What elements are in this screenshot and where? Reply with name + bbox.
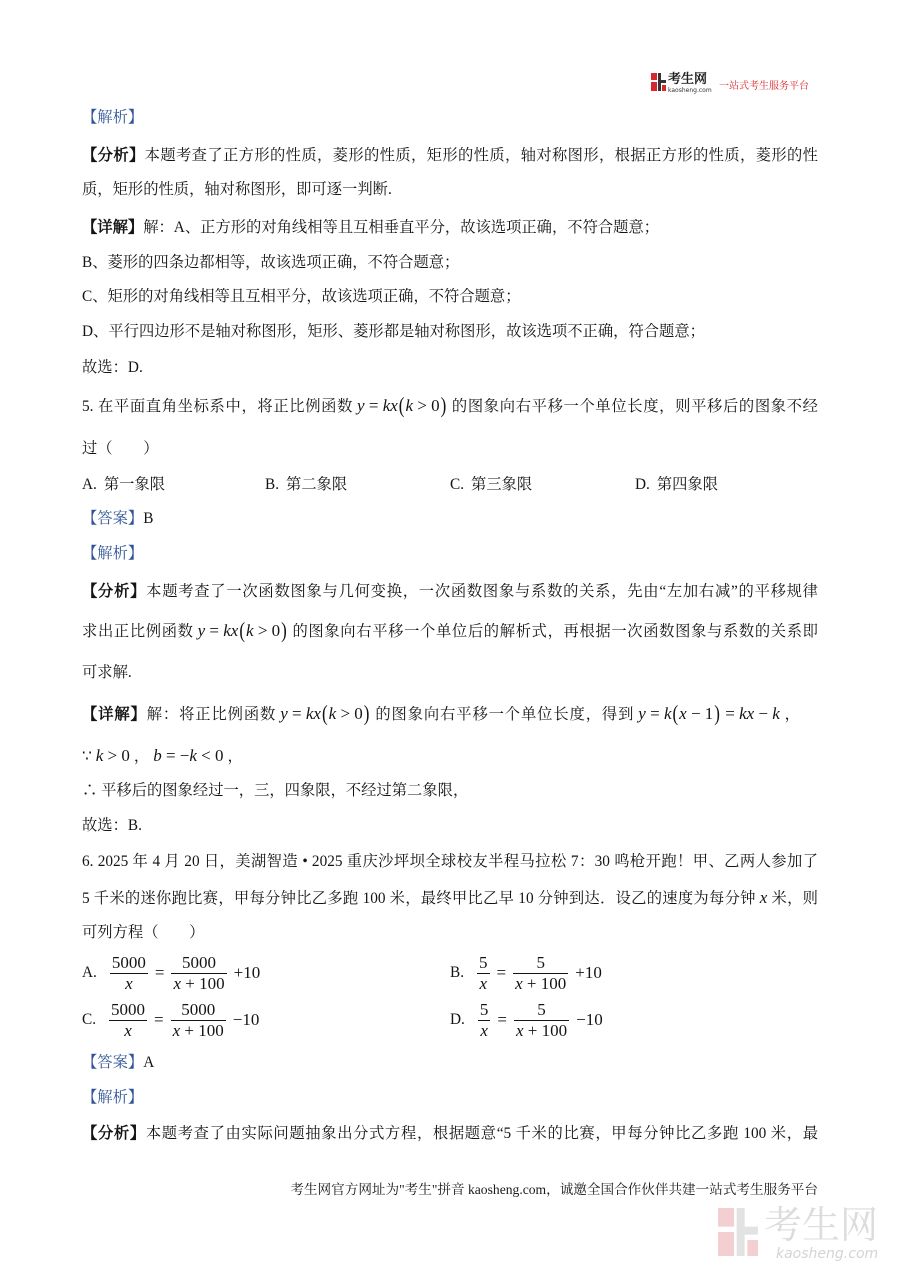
q5-answer-tag: 【答案】 (82, 510, 144, 527)
q4-line-b: B、菱形的四条边都相等，故该选项正确，不符合题意； (82, 254, 460, 271)
q5-xiangjie-text-c: ， (783, 706, 800, 723)
q5-xiangjie-text-b: 的图象向右平移一个单位长度，得到 (374, 706, 635, 723)
q4-line-c: C、矩形的对角线相等且互相平分，故该选项正确，不符合题意； (82, 288, 521, 305)
q5-answer-line (82, 508, 818, 530)
q6-stem-line-3: 可列方程（ ） (82, 924, 205, 941)
q5-because-end: ， (227, 748, 243, 765)
q5-option-d-text: 第四象限 (656, 476, 719, 493)
q6-option-b-rhs-fraction (513, 953, 568, 994)
q6-option-d-tail: −10 (576, 1010, 603, 1029)
q5-option-c (450, 474, 532, 496)
q6-option-d-rhs-fraction (514, 1000, 569, 1041)
q5-xiangjie-text-a: 解：将正比例函数 (146, 706, 277, 723)
q6-stem-text-2b: 米，则 (771, 890, 818, 907)
q5-fenxi-math: y = kx(k > 0) (197, 617, 287, 643)
q5-stem-line-2: 过（ ） (82, 440, 159, 457)
q6-answer-tag: 【答案】 (82, 1054, 144, 1071)
q6-option-c-rhs-fraction (171, 1000, 226, 1041)
q4-xiangjie-text-1: 解：A、正方形的对角线相等且互相垂直平分，故该选项正确，不符合题意； (143, 219, 660, 236)
q6-option-c-lhs-fraction (109, 1000, 147, 1041)
q5-because-math-1: k > 0 (95, 746, 130, 765)
q6-option-b (450, 950, 606, 996)
q6-option-a-lhs-fraction (110, 953, 148, 994)
q6-options-row-2 (0, 997, 900, 1043)
q4-choice: 故选：D. (82, 359, 143, 376)
fraction-denominator: x + 100 (515, 1020, 568, 1040)
header-logo (651, 73, 821, 95)
q5-option-a-text: 第一象限 (103, 476, 166, 493)
q5-option-b-text: 第二象限 (286, 476, 348, 493)
q6-option-d-label: D. (450, 1011, 465, 1028)
q6-option-b-lhs-fraction (477, 953, 490, 994)
q6-answer-line (82, 1052, 818, 1074)
fraction-numerator: 5000 (111, 952, 146, 972)
fraction-numerator: 5 (479, 999, 489, 1019)
q6-option-a-tail: +10 (233, 963, 261, 982)
q4-jiexi-tag: 【解析】 (82, 109, 144, 126)
q6-jiexi-tag: 【解析】 (82, 1089, 144, 1106)
header-slogan: 一站式考生服务平台 (719, 81, 809, 92)
watermark-brand: 考生网 (764, 1203, 879, 1247)
fraction-numerator: 5000 (171, 953, 226, 974)
q6-option-b-tail: +10 (575, 963, 602, 982)
q5-because-math-2: b = −k < 0 (153, 746, 224, 765)
q4-line-d: D、平行四边形不是轴对称图形，矩形、菱形都是轴对称图形，故该选项不正确，符合题意； (82, 323, 705, 340)
q5-answer: B (143, 510, 154, 527)
q6-stem-text-2a: 5 千米的迷你跑比赛，甲每分钟比乙多跑 100 米，最终甲比乙早 10 分钟到达．设乙的速度为每分钟 (82, 890, 756, 907)
q4-fenxi-tag: 【分析】 (82, 147, 145, 164)
q6-option-d-lhs-fraction (478, 1000, 491, 1041)
fraction-numerator: 5000 (171, 1000, 226, 1021)
q4-fenxi-text-1: 本题考查了正方形的性质，菱形的性质，矩形的性质，轴对称图形，根据正方形的性质，菱形的性 (144, 147, 818, 164)
q4-fenxi-line-2: 质，矩形的性质，轴对称图形，即可逐一判断. (82, 181, 392, 198)
q5-option-c-label: C. (450, 476, 465, 493)
watermark (718, 1203, 888, 1265)
q6-option-c-tail: −10 (232, 1010, 260, 1029)
q5-because-line (82, 745, 818, 767)
watermark-domain: kaosheng.com (776, 1246, 879, 1262)
fraction-numerator: 5000 (111, 999, 146, 1019)
q6-option-c (82, 997, 263, 1043)
q5-stem-text-1a: 5. 在平面直角坐标系中，将正比例函数 (82, 398, 354, 415)
q5-fenxi-text-2b: 的图象向右平移一个单位后的解析式，再根据一次函数图象与系数的关系即 (291, 623, 818, 640)
q5-fenxi-tag: 【分析】 (82, 583, 147, 600)
fraction-denominator: x + 100 (173, 973, 225, 993)
q6-option-a (82, 950, 264, 996)
fraction-denominator: x (479, 973, 488, 993)
q6-stem-math: x (759, 888, 768, 907)
q5-option-c-text: 第三象限 (471, 476, 533, 493)
q5-stem-math: y = kx(k > 0) (357, 392, 447, 418)
header-domain: kaosheng.com (668, 87, 712, 94)
q6-option-c-label: C. (82, 1011, 97, 1028)
fraction-numerator: 5 (514, 1000, 569, 1021)
q5-options (82, 474, 818, 496)
q6-fenxi-text-1: 本题考查了由实际问题抽象出分式方程，根据题意“5 千米的比赛，甲每分钟比乙多跑 100 米，最 (145, 1125, 818, 1142)
q6-option-a-label: A. (82, 964, 97, 981)
q5-therefore-line: ∴ 平移后的图象经过一，三，四象限，不经过第二象限， (82, 782, 469, 799)
q5-option-d (635, 474, 718, 496)
fraction-denominator: x + 100 (172, 1020, 224, 1040)
q6-options-row-1 (0, 950, 900, 996)
q5-fenxi-text-1: 本题考查了一次函数图象与几何变换，一次函数图象与系数的关系，先由“左加右减”的平移规律 (146, 583, 818, 600)
kaosheng-watermark-icon (718, 1207, 758, 1257)
q5-fenxi-line-3: 可求解. (82, 664, 132, 681)
q5-fenxi-line-2 (82, 617, 818, 643)
q5-xiangjie-tag: 【详解】 (82, 706, 147, 723)
q6-stem-line-1: 6. 2025 年 4 月 20 日，美湖智造 • 2025 重庆沙坪坝全球校友半程马拉松 7：30 鸣枪开跑！甲、乙两人参加了 (82, 853, 818, 870)
q5-option-b (265, 474, 347, 496)
q5-xiangjie-line-1 (82, 700, 800, 726)
q5-option-a (82, 474, 165, 496)
q5-option-a-label: A. (82, 476, 97, 493)
q5-stem-text-1b: 的图象向右平移一个单位长度，则平移后的图象不经 (451, 398, 818, 415)
q5-choice: 故选：B. (82, 817, 142, 834)
fraction-numerator: 5 (513, 953, 568, 974)
fraction-denominator: x + 100 (515, 973, 567, 993)
q5-because-sep: ， (133, 748, 150, 765)
equals-sign: = (154, 963, 165, 982)
q6-option-a-rhs-fraction (171, 953, 226, 994)
fraction-denominator: x (124, 1020, 132, 1040)
q4-fenxi-line-1 (82, 145, 818, 167)
q5-jiexi-tag: 【解析】 (82, 545, 144, 562)
q6-stem-line-2 (82, 887, 818, 909)
q6-fenxi-tag: 【分析】 (82, 1125, 146, 1142)
fraction-denominator: x (480, 1020, 488, 1040)
q5-fenxi-line-1 (82, 581, 818, 603)
q5-xiangjie-math-2: y = k(x − 1) = kx − k (638, 700, 780, 726)
q6-option-b-label: B. (450, 964, 465, 981)
q4-xiangjie-tag: 【详解】 (82, 219, 144, 236)
q5-fenxi-text-2a: 求出正比例函数 (82, 623, 194, 640)
q6-answer: A (143, 1054, 155, 1071)
q4-xiangjie-line-1 (82, 217, 818, 239)
kaosheng-logo-icon (651, 73, 666, 91)
header-brand: 考生网 (668, 72, 708, 87)
equals-sign: = (496, 963, 507, 982)
equals-sign: = (497, 1010, 507, 1029)
fraction-numerator: 5 (479, 952, 488, 972)
page-footer: 考生网官方网址为"考生"拼音 kaosheng.com，诚邀全国合作伙伴共建一站式考生服务平台 (290, 1182, 818, 1197)
q5-xiangjie-math-1: y = kx(k > 0) (280, 700, 370, 726)
because-symbol: ∵ (82, 748, 92, 765)
equals-sign: = (154, 1010, 164, 1029)
fraction-denominator: x (125, 973, 133, 993)
q6-fenxi-line-1 (82, 1123, 818, 1145)
q5-option-d-label: D. (635, 476, 650, 493)
q5-option-b-label: B. (265, 476, 280, 493)
q6-option-d (450, 997, 607, 1043)
q5-stem-line-1 (82, 392, 818, 418)
